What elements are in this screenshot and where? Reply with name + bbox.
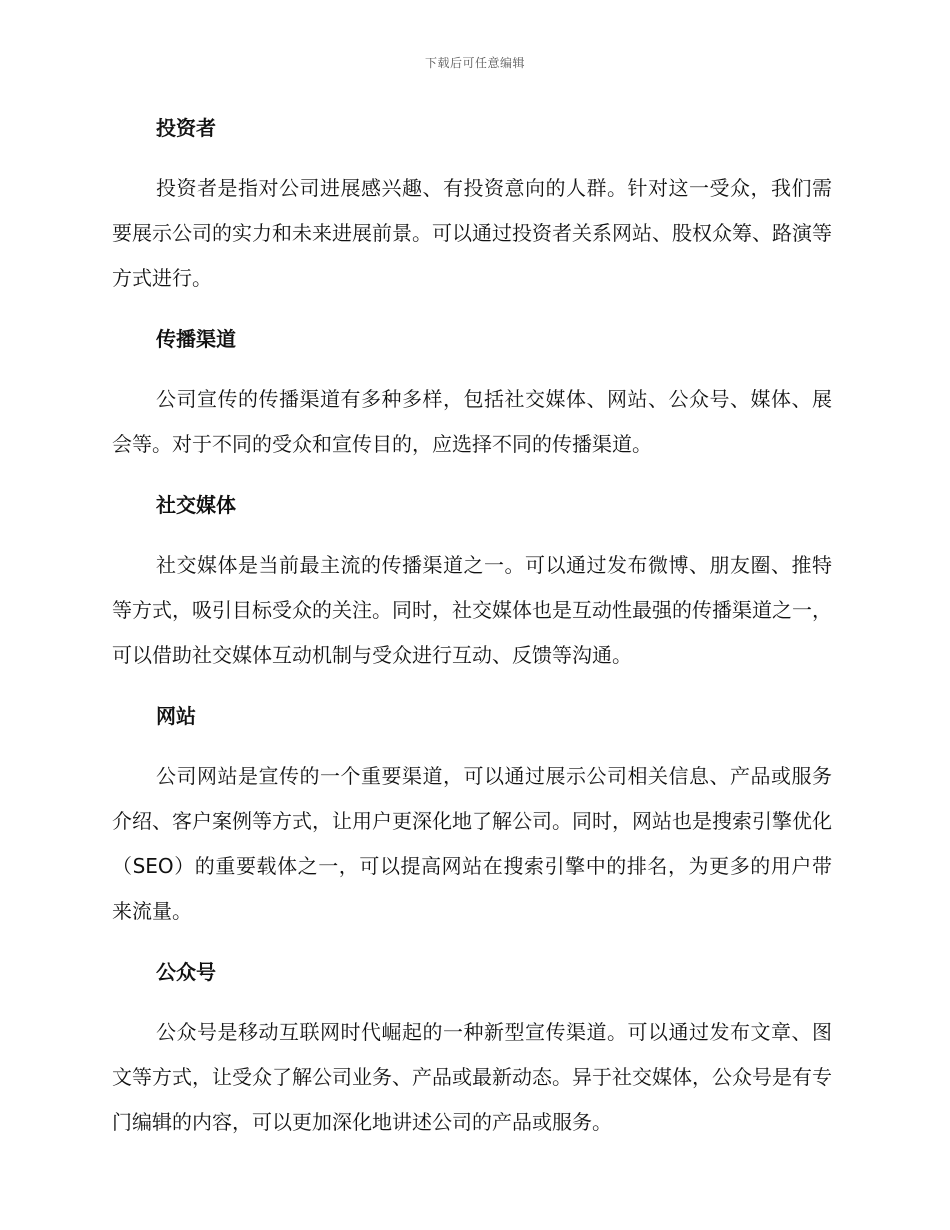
- section-heading-social-media: 社交媒体: [156, 493, 236, 517]
- section-paragraph-website: 公司网站是宣传的一个重要渠道，可以通过展示公司相关信息、产品或服务介绍、客户案例等方式，让用户更深化地了解公司。同时，网站也是搜索引擎优化（SEO）的重要载体之一，可以提高网站在搜索引擎中的排名，为更多的用户带来流量。: [112, 764, 832, 923]
- document-body: [112, 110, 832, 1165]
- section-heading-investors: 投资者: [156, 116, 216, 140]
- section-paragraph-official-account: 公众号是移动互联网时代崛起的一种新型宣传渠道。可以通过发布文章、图文等方式，让受众了解公司业务、产品或最新动态。异于社交媒体，公众号是有专门编辑的内容，可以更加深化地讲述公司的产品或服务。: [112, 1020, 832, 1134]
- section-heading-official-account: 公众号: [156, 960, 216, 984]
- section-heading-website: 网站: [156, 704, 196, 728]
- section-paragraph-investors: 投资者是指对公司进展感兴趣、有投资意向的人群。针对这一受众，我们需要展示公司的实力和未来进展前景。可以通过投资者关系网站、股权众筹、路演等方式进行。: [112, 176, 832, 290]
- page-header: 下载后可任意编辑: [424, 56, 525, 70]
- section-heading-channels: 传播渠道: [156, 327, 236, 351]
- section-paragraph-social-media: 社交媒体是当前最主流的传播渠道之一。可以通过发布微博、朋友圈、推特等方式，吸引目标受众的关注。同时，社交媒体也是互动性最强的传播渠道之一，可以借助社交媒体互动机制与受众进行互动、反馈等沟通。: [112, 553, 832, 667]
- section-paragraph-channels: 公司宣传的传播渠道有多种多样，包括社交媒体、网站、公众号、媒体、展会等。对于不同的受众和宣传目的，应选择不同的传播渠道。: [112, 387, 832, 456]
